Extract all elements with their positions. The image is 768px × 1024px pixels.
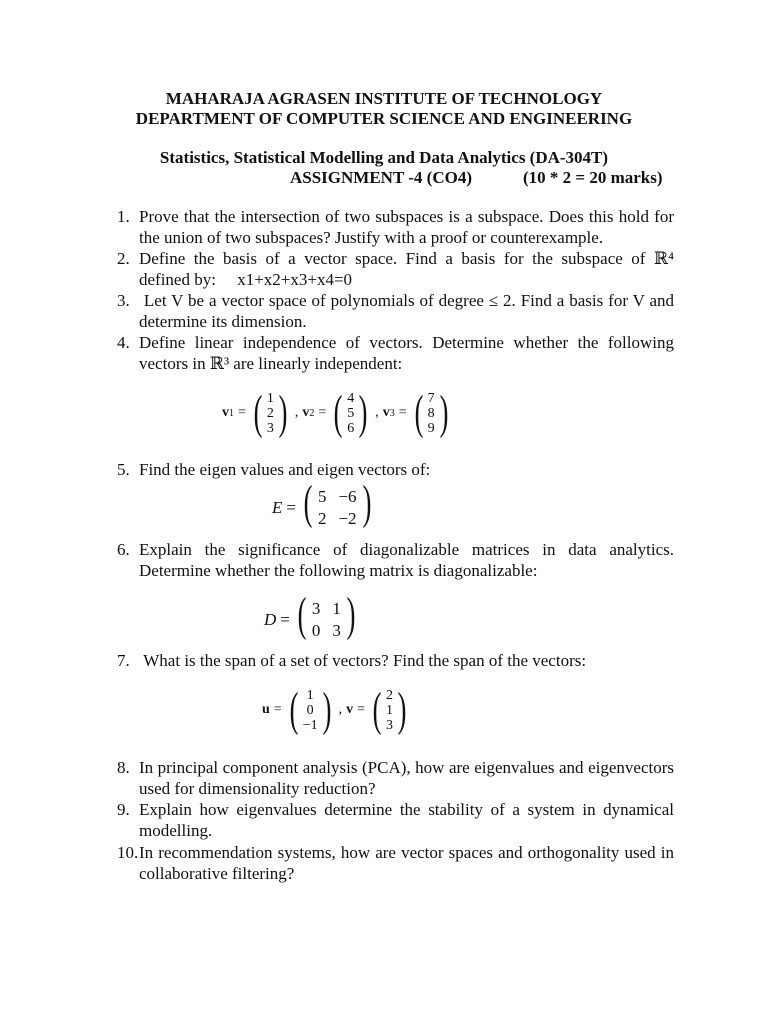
question-number: 1. <box>117 207 130 226</box>
matrix-D-label: D <box>264 610 277 629</box>
question-8: In principal component analysis (PCA), how are eigenvalues and eigenvectors used for dimensionality reduction? <box>139 758 674 798</box>
question-number: 10. <box>117 843 139 862</box>
question-7: What is the span of a set of vectors? Find the span of the vectors: <box>139 651 587 670</box>
matrix-entry: 6 <box>347 420 355 436</box>
question-4: Define linear independence of vectors. Determine whether the following vectors in ℝ³ are linearly independent: <box>139 333 674 373</box>
question-5: Find the eigen values and eigen vectors of: <box>139 460 431 479</box>
question-number: 3. <box>117 291 130 310</box>
matrix-entry: 8 <box>427 405 435 421</box>
matrix-entry: −6 <box>338 487 357 506</box>
institute-title: MAHARAJA AGRASEN INSTITUTE OF TECHNOLOGY <box>165 89 603 108</box>
vector-v: ( 2 1 3 ) <box>372 683 407 736</box>
matrix-entry: 0 <box>306 702 314 718</box>
v-label: v <box>346 702 354 717</box>
department-title: DEPARTMENT OF COMPUTER SCIENCE AND ENGINEERING <box>135 109 633 128</box>
vector-v3: ( 7 8 9 ) <box>414 386 449 439</box>
matrix-entry: 1 <box>306 687 314 703</box>
vectors-q7: u = ( 1 0 −1 ) , v = ( 2 1 3 ) <box>262 681 410 739</box>
matrix-entry: 0 <box>311 621 321 640</box>
v3-sub: 3 <box>389 407 395 419</box>
question-3: Let V be a vector space of polynomials of degree ≤ 2. Find a basis for V and determine its dimension. <box>139 291 679 331</box>
course-title: Statistics, Statistical Modelling and Data Analytics (DA-304T) <box>159 148 609 167</box>
question-2-equation: defined by: x1+x2+x3+x4=0 <box>139 270 353 289</box>
matrix-entry: 1 <box>266 390 274 406</box>
matrix-entry: 2 <box>266 405 274 421</box>
matrix-entry: −1 <box>302 717 318 733</box>
v1-label: v <box>222 405 229 420</box>
v2-label: v <box>302 405 310 420</box>
matrix-entry: 3 <box>266 420 274 436</box>
question-number: 8. <box>117 758 130 777</box>
u-label: u <box>262 702 270 717</box>
matrix-entry: 7 <box>427 390 435 406</box>
matrix-entry: −2 <box>338 509 357 528</box>
v3-label: v <box>382 405 390 420</box>
question-number: 7. <box>117 651 130 670</box>
matrix-D: D = ( 3 1 0 3 ) <box>264 588 356 641</box>
matrix-entry: 2 <box>385 687 393 703</box>
question-number: 2. <box>117 249 130 268</box>
vectors-q4: v 1 = ( 1 2 3 ) , v 2 = ( 4 5 6 ) , v 3 = ( 7 8 9 ) <box>222 384 452 442</box>
vector-v2: ( 4 5 6 ) <box>333 386 368 439</box>
matrix-entry: 3 <box>385 717 393 733</box>
matrix-entry: 3 <box>332 621 341 640</box>
question-number: 4. <box>117 333 130 352</box>
marks-label: (10 * 2 = 20 marks) <box>523 168 663 187</box>
question-2: Define the basis of a vector space. Find a basis for the subspace of ℝ⁴ <box>139 249 674 268</box>
matrix-entry: 2 <box>317 509 327 528</box>
question-6: Explain the significance of diagonalizable matrices in data analytics. Determine whether the following matrix is diagonalizable: <box>139 540 674 580</box>
matrix-entry: 1 <box>332 599 341 618</box>
assignment-title: ASSIGNMENT -4 (CO4) <box>290 168 472 187</box>
matrix-entry: 3 <box>311 599 321 618</box>
question-10: In recommendation systems, how are vector spaces and orthogonality used in collaborative filtering? <box>139 843 674 883</box>
matrix-entry: 1 <box>385 702 393 718</box>
matrix-entry: 9 <box>427 420 435 436</box>
matrix-entry: 4 <box>347 390 355 406</box>
question-number: 6. <box>117 540 130 559</box>
vector-v1: ( 1 2 3 ) <box>253 386 288 439</box>
matrix-E: E = ( 5 −6 2 −2 ) <box>272 476 371 529</box>
question-number: 9. <box>117 800 130 819</box>
v2-sub: 2 <box>309 407 315 419</box>
matrix-entry: 5 <box>317 487 327 506</box>
matrix-E-label: E <box>272 498 283 517</box>
matrix-entry: 5 <box>347 405 355 421</box>
question-1: Prove that the intersection of two subspaces is a subspace. Does this hold for the union of two subspaces? Justify with a proof or counterexample. <box>139 207 674 247</box>
vector-u: ( 1 0 −1 ) <box>289 683 331 736</box>
v1-sub: 1 <box>229 407 234 419</box>
question-number: 5. <box>117 460 130 479</box>
question-9: Explain how eigenvalues determine the stability of a system in dynamical modelling. <box>139 800 674 840</box>
